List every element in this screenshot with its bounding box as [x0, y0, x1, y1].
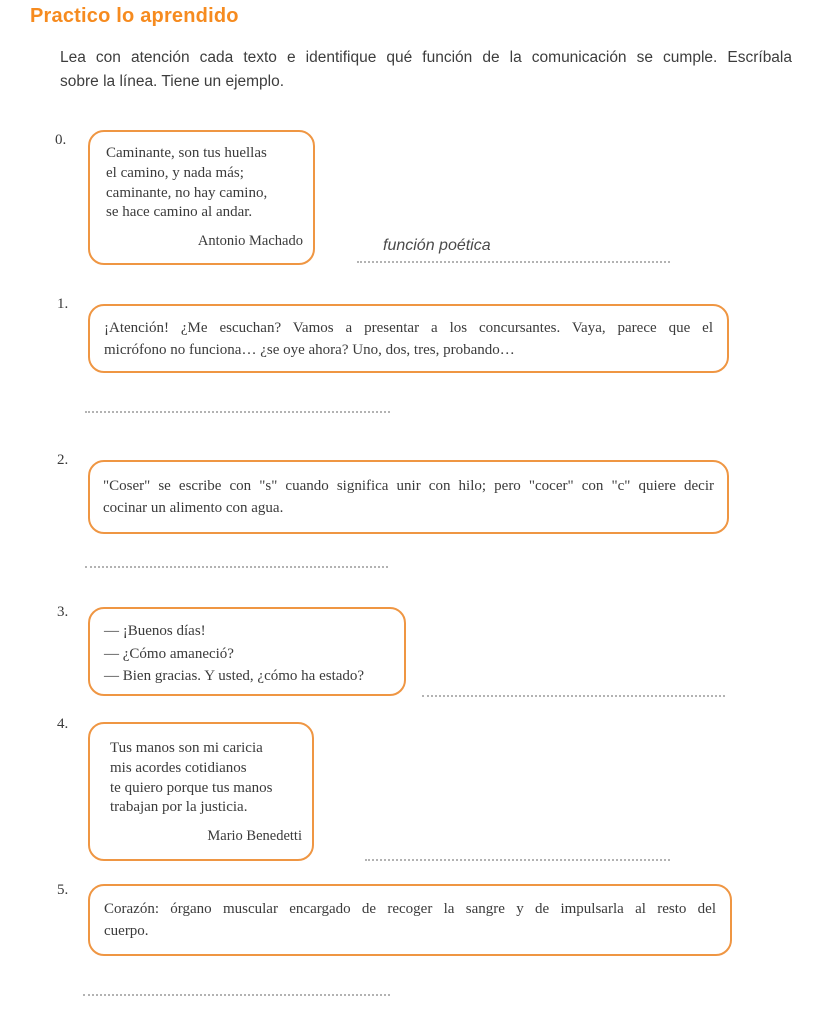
- poem-line: te quiero porque tus manos: [110, 779, 273, 796]
- quote-author-0: Antonio Machado: [197, 233, 303, 250]
- poem-0: [106, 144, 305, 223]
- item-number-4: 4.: [57, 716, 69, 732]
- poem-line: el camino, y nada más;: [106, 164, 244, 181]
- item-number-2: 2.: [57, 452, 69, 468]
- poem-line: se hace camino al andar.: [106, 204, 253, 221]
- instructions-line-1: Lea con atención cada texto e identifique qué función de la comunicación se cumple. Escríbala: [60, 49, 792, 66]
- quote-text-line: cocinar un alimento con agua.: [103, 499, 284, 516]
- item-number-0: 0.: [55, 132, 67, 148]
- dialogue-line: — Bien gracias. Y usted, ¿cómo ha estado?: [104, 668, 365, 684]
- page-title: Practico lo aprendido: [30, 5, 239, 27]
- quote-box-3: [88, 607, 406, 696]
- quote-text-line: ¡Atención! ¿Me escuchan? Vamos a presentar a los concursantes. Vaya, parece que el: [104, 320, 713, 336]
- instructions: [60, 46, 792, 93]
- answer-line-2: [85, 542, 388, 568]
- poem-line: Tus manos son mi caricia: [110, 740, 263, 756]
- quote-box-2: [88, 460, 729, 534]
- quote-box-4: [88, 722, 314, 861]
- quote-author-4: Mario Benedetti: [207, 828, 302, 845]
- item-number-3: 3.: [57, 604, 69, 620]
- poem-line: caminante, no hay camino,: [106, 184, 268, 201]
- quote-text-line: Corazón: órgano muscular encargado de recoger la sangre y de impulsarla al resto del: [104, 901, 716, 917]
- answer-line-3: [422, 671, 725, 697]
- answer-line-1: [85, 387, 390, 413]
- item-number-1: 1.: [57, 296, 69, 312]
- quote-text-line: "Coser" se escribe con "s" cuando significa unir con hilo; pero "cocer" con "c" quiere decir: [103, 478, 714, 494]
- poem-line: trabajan por la justicia.: [110, 799, 248, 816]
- answer-line-5: [83, 970, 390, 996]
- quote-text-line: cuerpo.: [104, 922, 149, 939]
- answer-text-0: función poética: [383, 237, 491, 254]
- dialogue-line: — ¡Buenos días!: [104, 623, 206, 639]
- quote-box-5: [88, 884, 732, 956]
- answer-line-0: [357, 237, 670, 263]
- instructions-line-2: sobre la línea. Tiene un ejemplo.: [60, 72, 285, 90]
- dialogue-3: [104, 620, 394, 688]
- poem-line: mis acordes cotidianos: [110, 759, 247, 776]
- poem-4: [110, 739, 304, 818]
- quote-box-0: [88, 130, 315, 265]
- poem-line: Caminante, son tus huellas: [106, 145, 267, 161]
- answer-line-4: [365, 835, 670, 861]
- item-number-5: 5.: [57, 882, 69, 898]
- dialogue-line: — ¿Cómo amaneció?: [104, 645, 234, 662]
- quote-text-line: micrófono no funciona… ¿se oye ahora? Uno, dos, tres, probando…: [104, 341, 515, 358]
- quote-box-1: [88, 304, 729, 373]
